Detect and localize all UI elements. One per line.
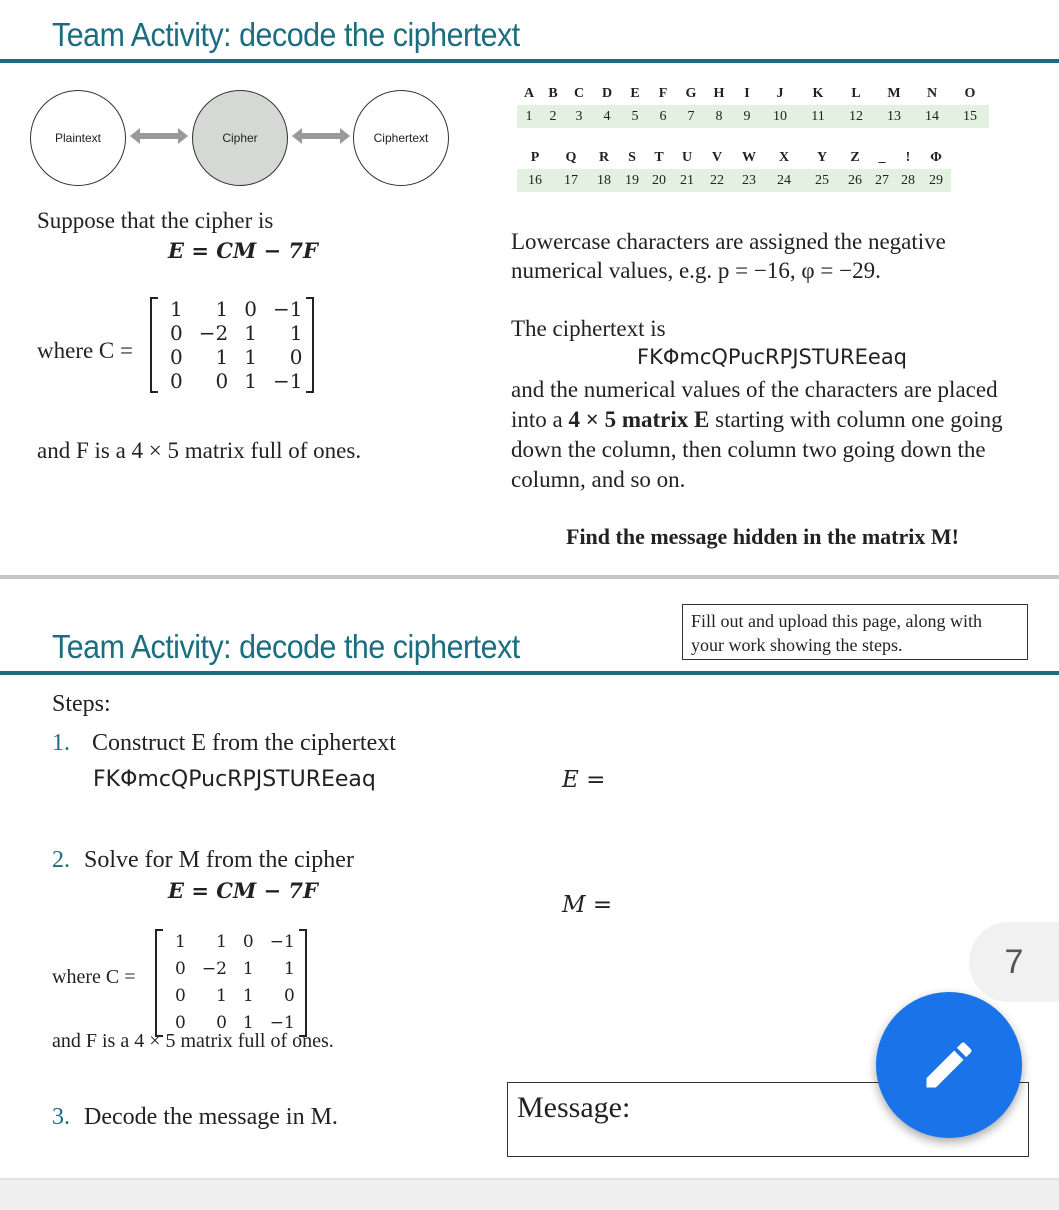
matrix-cell: 1 [175,932,186,952]
alphabet-numbers-row [517,169,951,192]
number-cell: 16 [517,169,553,192]
step-2 [52,847,354,874]
letter-cell: ! [905,149,911,165]
step-1-number: 1. [52,730,70,756]
number-cell: 15 [951,105,989,128]
ciphertext-label: Ciphertext [373,131,429,145]
number-cell: 5 [621,105,649,128]
number-cell: 3 [565,105,593,128]
matrix-cell: 0 [244,297,257,321]
slide2-title: Team Activity: decode the ciphertext [52,628,520,665]
matrix-cell: 0 [216,1013,227,1033]
arrow-cipher-ciphertext [292,126,350,146]
matrix-c-body [163,929,299,1037]
letter-cell: V [711,149,723,165]
placement-bold: 4 × 5 matrix E [568,407,710,432]
letter-cell: J [776,85,784,101]
matrix-cell: 1 [289,321,303,345]
plaintext-label: Plaintext [54,131,102,145]
number-cell: 27 [869,169,895,192]
letter-cell: _ [878,149,886,165]
placement-line-4: column, and so on. [511,467,686,492]
matrix-cell: 1 [170,297,183,321]
letter-cell: O [964,85,976,101]
matrix-cell: 0 [215,369,229,393]
slide1-title-rule [0,59,1059,63]
alphabet-table-1 [517,82,989,128]
number-cell: 4 [593,105,621,128]
matrix-cell: 1 [215,297,229,321]
matrix-cell: 1 [283,959,295,979]
placement-post: starting with column one going [709,407,1003,432]
matrix-cell: 0 [175,986,186,1006]
step-3-number: 3. [52,1104,70,1130]
suppose-text: Suppose that the cipher is [37,208,274,233]
matrix-cell: 0 [170,321,183,345]
matrix-cell: 1 [242,986,254,1006]
step-2-equation: E = CM − 7F [168,878,318,903]
step-1-ciphertext: FKΦmcQPucRPJSTUREeaq [93,767,376,792]
placement-paragraph [511,375,1003,495]
matrix-cell: 0 [289,345,303,369]
matrix-c [150,297,314,393]
letter-cell: A [523,85,535,101]
number-cell: 10 [761,105,799,128]
where-c-label: where C = [37,338,133,363]
lowercase-line-1: Lowercase characters are assigned the negative [511,229,946,254]
edit-button[interactable] [876,992,1022,1138]
step-3 [52,1104,338,1131]
matrix-cell: 1 [244,369,257,393]
matrix-cell: 0 [170,345,183,369]
letter-cell: C [573,85,585,101]
number-cell: 13 [875,105,913,128]
number-cell: 8 [705,105,733,128]
number-cell: 6 [649,105,677,128]
letter-cell: K [812,85,824,101]
matrix-cell: −1 [269,932,295,952]
matrix-right-bracket [306,297,314,393]
f-matrix-text: and F is a 4 × 5 matrix full of ones. [37,438,362,463]
matrix-right-bracket [299,929,307,1037]
alphabet-numbers-row [517,105,989,128]
number-cell: 7 [677,105,705,128]
letter-cell: Z [850,149,860,165]
matrix-cell: 0 [175,1013,186,1033]
number-cell: 11 [799,105,837,128]
letter-cell: I [744,85,750,101]
step-2-where-c: where C = [52,966,136,988]
letter-cell: Φ [930,149,942,165]
placement-line-3: down the column, then column two going down the [511,437,986,462]
letter-cell: S [628,149,636,165]
letter-cell: E [630,85,640,101]
letter-cell: Q [565,149,577,165]
matrix-cell: −1 [272,369,303,393]
letter-cell: G [685,85,697,101]
letter-cell: B [548,85,558,101]
page-number-indicator [969,922,1059,1002]
slide2-title-rule [0,671,1059,675]
placement-line-2 [511,405,1003,435]
matrix-cell: −1 [269,1013,295,1033]
letter-cell: P [530,149,540,165]
letter-cell: X [778,149,790,165]
number-cell: 25 [803,169,841,192]
letter-cell: U [681,149,693,165]
step-2-matrix-c [155,929,307,1037]
alphabet-letters-row [517,146,951,169]
step-1 [52,730,396,757]
number-cell: 2 [541,105,565,128]
number-cell: 28 [895,169,921,192]
number-cell: 24 [765,169,803,192]
step-2-number: 2. [52,847,70,873]
number-cell: 21 [673,169,701,192]
slide1-title: Team Activity: decode the ciphertext [52,16,520,53]
cipher-label: Cipher [222,131,258,145]
matrix-c-body [158,297,306,393]
matrix-cell: 1 [244,321,257,345]
bottom-bar [0,1178,1059,1210]
placement-line-1: and the numerical values of the characters are placed [511,377,998,402]
step-2-f-text: and F is a 4 × 5 matrix full of ones. [52,1030,334,1052]
pencil-icon [919,1035,979,1095]
matrix-cell: 1 [216,932,227,952]
slide-separator [0,575,1059,579]
page-number: 7 [1004,942,1024,981]
arrow-plain-cipher [130,126,188,146]
number-cell: 12 [837,105,875,128]
matrix-cell: −2 [201,959,227,979]
matrix-cell: 1 [242,1013,254,1033]
ciphertext-value: FKΦmcQPucRPJSTUREeaq [637,345,908,369]
plaintext-node [30,90,126,186]
alphabet-letters-row [517,82,989,105]
letter-cell: M [887,85,901,101]
matrix-cell: 1 [216,986,227,1006]
e-equals-label: E = [562,767,606,793]
step-3-text: Decode the message in M. [84,1104,338,1130]
step-2-text: Solve for M from the cipher [84,847,354,873]
steps-label: Steps: [52,691,111,717]
find-message-text: Find the message hidden in the matrix M! [566,524,959,549]
matrix-cell: 0 [170,369,183,393]
letter-cell: W [742,149,756,165]
instruction-box [682,604,1028,660]
number-cell: 1 [517,105,541,128]
number-cell: 14 [913,105,951,128]
matrix-cell: −2 [198,321,229,345]
lowercase-line-2: numerical values, e.g. p = −16, φ = −29. [511,258,881,283]
letter-cell: D [601,85,613,101]
letter-cell: H [713,85,725,101]
ciphertext-node [353,90,449,186]
matrix-left-bracket [150,297,158,393]
cipher-node [192,90,288,186]
number-cell: 23 [733,169,765,192]
matrix-cell: −1 [272,297,303,321]
placement-pre: into a [511,407,569,432]
number-cell: 19 [619,169,645,192]
matrix-cell: 0 [175,959,186,979]
number-cell: 29 [921,169,951,192]
matrix-cell: 1 [244,345,257,369]
m-equals-label: M = [562,892,613,918]
cipher-equation: E = CM − 7F [168,238,318,263]
letter-cell: Y [816,149,828,165]
number-cell: 18 [589,169,619,192]
step-1-text: Construct E from the ciphertext [92,730,396,756]
number-cell: 20 [645,169,673,192]
matrix-cell: 0 [242,932,254,952]
ciphertext-intro: The ciphertext is [511,316,666,341]
number-cell: 22 [701,169,733,192]
letter-cell: N [926,85,938,101]
matrix-left-bracket [155,929,163,1037]
lowercase-note [511,227,946,285]
number-cell: 17 [553,169,589,192]
message-label: Message: [517,1091,631,1124]
number-cell: 26 [841,169,869,192]
letter-cell: F [658,85,668,101]
number-cell: 9 [733,105,761,128]
matrix-cell: 1 [242,959,254,979]
letter-cell: R [598,149,610,165]
letter-cell: T [654,149,664,165]
alphabet-table-2 [517,146,951,192]
matrix-cell: 0 [283,986,295,1006]
instruction-text: Fill out and upload this page, along with your work showing the steps. [691,611,982,655]
matrix-cell: 1 [215,345,229,369]
letter-cell: L [851,85,861,101]
